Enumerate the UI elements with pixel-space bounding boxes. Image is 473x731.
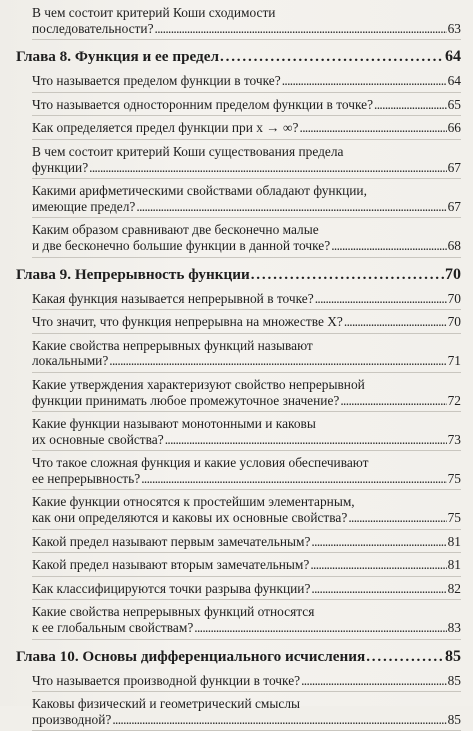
toc-entry-text: функции? [32, 159, 89, 175]
chapter-heading-line [16, 266, 461, 284]
toc-entry-page: 64 [447, 73, 461, 89]
toc-entry-line [32, 557, 461, 573]
toc-entry-line [32, 183, 461, 199]
toc-entry-page: 70 [447, 314, 461, 330]
toc-entry-page: 73 [447, 431, 461, 447]
toc-entry-line [32, 432, 461, 448]
toc-entry-text: производной? [32, 711, 112, 727]
toc-entry-page: 71 [447, 353, 461, 369]
divider [32, 450, 461, 451]
toc-entry-line [32, 160, 461, 176]
divider [32, 309, 461, 310]
toc-entry-line [32, 199, 461, 215]
toc-entry-text: Какая функция называется непрерывной в точке? [32, 290, 314, 306]
divider [32, 529, 461, 530]
toc-entry-page: 82 [447, 580, 461, 596]
toc-entry [32, 494, 461, 529]
toc-entry-line [32, 604, 461, 620]
toc-entry-line [32, 510, 461, 526]
divider [32, 333, 461, 334]
dot-leader [301, 673, 447, 689]
chapter-page: 70 [445, 265, 461, 283]
dot-leader [251, 266, 444, 284]
divider [32, 639, 461, 640]
toc-entry-line [32, 314, 461, 330]
toc-entry-line [32, 120, 461, 136]
divider [32, 217, 461, 218]
toc-entry-page: 67 [447, 159, 461, 175]
toc-entry-page: 81 [447, 533, 461, 549]
toc-entry-text: Каковы физический и геометрический смыслы [32, 696, 301, 712]
toc-entry-text: функции принимать любое промежуточное значение? [32, 392, 340, 408]
toc-entry-line [32, 73, 461, 89]
toc-entry-line [32, 534, 461, 550]
toc-entry-page: 72 [447, 392, 461, 408]
divider [32, 115, 461, 116]
chapter-heading-line [16, 648, 461, 666]
toc-entry-text: Что такое сложная функция и какие условия обеспечивают [32, 455, 369, 471]
divider [32, 599, 461, 600]
toc-entry-text: Каким образом сравнивают две бесконечно малые [32, 222, 319, 238]
toc-entry [32, 183, 461, 218]
toc-entry-line [32, 581, 461, 597]
chapter-page: 85 [445, 647, 461, 665]
toc-entry [32, 377, 461, 412]
chapter-heading [16, 266, 461, 284]
chapter-page: 64 [445, 48, 461, 66]
toc-entry-line [32, 238, 461, 254]
dot-leader [366, 648, 444, 666]
dot-leader [315, 291, 447, 307]
toc-entry [32, 73, 461, 93]
toc-entry-page: 83 [447, 620, 461, 636]
toc-entry-page: 63 [447, 20, 461, 36]
toc-entry-page: 81 [447, 557, 461, 573]
dot-leader [311, 581, 446, 597]
dot-leader [282, 73, 447, 89]
dot-leader [344, 314, 447, 330]
dot-leader [155, 21, 447, 37]
toc-entry-text: Какие функции называют монотонными и каковы [32, 416, 316, 432]
toc-entry-text: Какие свойства непрерывных функций относятся [32, 604, 315, 620]
toc-entry-page: 67 [447, 198, 461, 214]
dot-leader [300, 120, 447, 136]
toc-entry-line [32, 21, 461, 37]
chapter-title: Глава 9. Непрерывность функции [16, 265, 250, 283]
toc-entry-page: 75 [447, 470, 461, 486]
divider [32, 691, 461, 692]
dot-leader [165, 432, 447, 448]
dot-leader [340, 393, 446, 409]
toc-entry-text: Что называется односторонним пределом функции в точке? [32, 96, 374, 112]
toc-entry-line [32, 377, 461, 393]
toc-entry [32, 97, 461, 117]
toc-entry-line [32, 494, 461, 510]
toc-entry-text: Как определяется предел функции при x → ∞? [32, 120, 299, 136]
dot-leader [136, 199, 446, 215]
toc-entry-line [32, 97, 461, 113]
dot-leader [331, 238, 446, 254]
toc-entry-text: последовательности? [32, 20, 154, 36]
toc-entry-text: и две бесконечно большие функции в данной точке? [32, 237, 331, 253]
toc-entry-page: 66 [447, 120, 461, 136]
toc-entry-text: Какими арифметическими свойствами обладают функции, [32, 183, 367, 199]
toc-entry-line [32, 353, 461, 369]
chapter-title: Глава 10. Основы дифференциального исчисления [16, 647, 366, 665]
divider [32, 178, 461, 179]
toc-entry [32, 291, 461, 311]
toc-entry [32, 338, 461, 373]
toc-entry-text: их основные свойства? [32, 431, 164, 447]
dot-leader [348, 510, 446, 526]
toc-entry-page: 85 [447, 672, 461, 688]
toc-entry-text: Что значит, что функция непрерывна на множестве X? [32, 314, 343, 330]
dot-leader [220, 48, 444, 66]
divider [32, 576, 461, 577]
toc-entry-text: Какой предел называют вторым замечательным? [32, 557, 310, 573]
toc-entry-text: Как классифицируются точки разрыва функции? [32, 580, 311, 596]
toc-entry-line [32, 471, 461, 487]
toc-entry-page: 85 [447, 711, 461, 727]
toc-entry [32, 416, 461, 451]
dot-leader [109, 353, 446, 369]
divider [32, 39, 461, 40]
toc-entry-line [32, 222, 461, 238]
toc-entry-line [32, 673, 461, 689]
divider [32, 139, 461, 140]
dot-leader [374, 97, 447, 113]
divider [32, 552, 461, 553]
toc-entry [32, 5, 461, 40]
toc-entry-text: имеющие предел? [32, 198, 136, 214]
divider [32, 489, 461, 490]
toc-entry-text: как они определяются и каковы их основные свойства? [32, 510, 348, 526]
toc-entry-line [32, 712, 461, 728]
toc-entry-text: ее непрерывность? [32, 470, 141, 486]
toc-entry-line [32, 338, 461, 354]
toc-entry-page: 65 [447, 96, 461, 112]
toc-entry-text: В чем состоит критерий Коши существования предела [32, 143, 344, 159]
toc-entry [32, 581, 461, 601]
toc-entry-text: к ее глобальным свойствам? [32, 620, 194, 636]
toc-entry-page: 75 [447, 510, 461, 526]
chapter-heading [16, 48, 461, 66]
toc-entry-text: Что называется пределом функции в точке? [32, 73, 281, 89]
dot-leader [89, 160, 446, 176]
toc-entry-text: Какие функции относятся к простейшим элементарным, [32, 494, 355, 510]
table-of-contents [16, 48, 461, 731]
toc-entry [32, 557, 461, 577]
divider [32, 372, 461, 373]
toc-entry-text: В чем состоит критерий Коши сходимости [32, 5, 276, 20]
dot-leader [194, 620, 446, 636]
divider [32, 92, 461, 93]
toc-entry-page: 68 [447, 237, 461, 253]
divider [32, 411, 461, 412]
chapter-title: Глава 8. Функция и ее предел [16, 48, 220, 66]
toc-entry-line [32, 393, 461, 409]
toc-entry [32, 604, 461, 639]
toc-entry [32, 673, 461, 693]
toc-entry-text: Какие свойства непрерывных функций называют [32, 337, 313, 353]
toc-entry-text: Какие утверждения характеризуют свойство непрерывной [32, 376, 365, 392]
toc-entry [32, 455, 461, 490]
toc-entry-line [32, 620, 461, 636]
toc-entry [32, 696, 461, 731]
toc-entry [32, 144, 461, 179]
toc-entry-text: Какой предел называют первым замечательным? [32, 533, 311, 549]
divider [32, 257, 461, 258]
toc-entry-line [32, 696, 461, 712]
dot-leader [311, 534, 446, 550]
toc-entry-line [32, 5, 461, 21]
toc-entry [32, 222, 461, 257]
dot-leader [310, 557, 446, 573]
toc-entry [32, 534, 461, 554]
toc-entry-line [32, 144, 461, 160]
toc-entry [32, 314, 461, 334]
toc-entry-line [32, 455, 461, 471]
toc-entry-line [32, 291, 461, 307]
toc-entry-text: локальными? [32, 353, 109, 369]
dot-leader [141, 471, 446, 487]
toc-entry [32, 120, 461, 140]
chapter-heading [16, 648, 461, 666]
chapter-heading-line [16, 48, 461, 66]
toc-entry-line [32, 416, 461, 432]
toc-entry-text: Что называется производной функции в точке? [32, 672, 301, 688]
dot-leader [112, 712, 446, 728]
toc-entry-page: 70 [447, 290, 461, 306]
